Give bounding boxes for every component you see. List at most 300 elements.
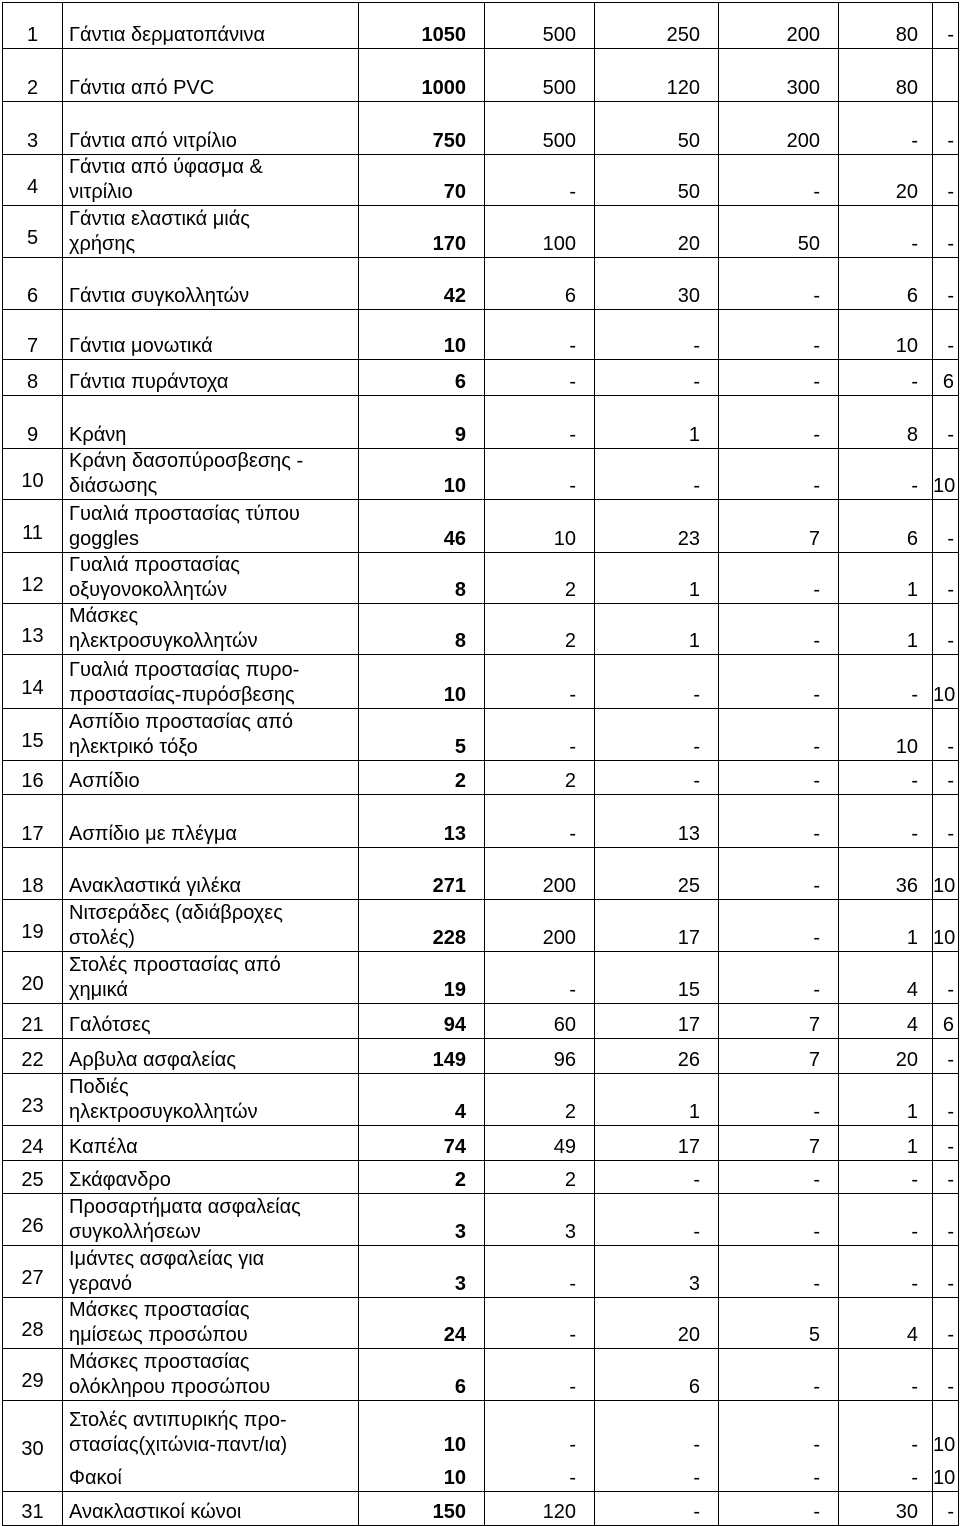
quantity-col-4: 80	[839, 49, 933, 102]
quantity-col-1: 60	[485, 1004, 595, 1039]
quantity-col-1: 49	[485, 1126, 595, 1161]
item-name	[63, 1126, 359, 1161]
total-quantity: 42	[359, 258, 485, 310]
table-body	[3, 3, 959, 1526]
item-name-line: Σκάφανδρο	[69, 1169, 171, 1191]
quantity-col-4: 6	[839, 500, 933, 553]
quantity-col-1: -	[485, 310, 595, 360]
quantity-col-4: -	[839, 1194, 933, 1246]
quantity-col-4: 80	[839, 3, 933, 49]
quantity-col-3: -	[719, 761, 839, 795]
quantity-col-3: -	[719, 1161, 839, 1194]
quantity-col-2: -	[595, 310, 719, 360]
item-name-line: συγκολλήσεων	[69, 1221, 201, 1243]
row-number: 31	[3, 1492, 63, 1526]
value-line: 10	[933, 1434, 956, 1456]
quantity-col-2: 250	[595, 3, 719, 49]
quantity-col-3: 200	[719, 3, 839, 49]
quantity-col-3: -	[719, 1074, 839, 1126]
row-number: 7	[3, 310, 63, 360]
item-name	[63, 206, 359, 258]
table-row	[3, 1161, 959, 1194]
quantity-col-2: 13	[595, 795, 719, 848]
row-number: 17	[3, 795, 63, 848]
table-row	[3, 360, 959, 396]
item-name-line: Ασπίδιο με πλέγμα	[69, 823, 237, 845]
quantity-col-1: -	[485, 1298, 595, 1349]
item-name-line: ολόκληρου προσώπου	[69, 1376, 271, 1398]
total-quantity: 1000	[359, 49, 485, 102]
item-name	[63, 1161, 359, 1194]
quantity-col-4: 1	[839, 604, 933, 655]
quantity-col-4: 10	[839, 310, 933, 360]
total-quantity: 3	[359, 1194, 485, 1246]
ppe-inventory-table	[2, 2, 959, 1526]
quantity-col-3: -	[719, 709, 839, 761]
total-quantity: 2	[359, 1161, 485, 1194]
quantity-col-5: -	[933, 396, 959, 449]
quantity-col-3: -	[719, 155, 839, 206]
quantity-col-3: -	[719, 449, 839, 500]
table-row	[3, 1349, 959, 1401]
table-row	[3, 553, 959, 604]
total-quantity: 1050	[359, 3, 485, 49]
quantity-col-3: -	[719, 848, 839, 900]
quantity-col-2: 17	[595, 900, 719, 952]
total-quantity: 750	[359, 102, 485, 155]
quantity-col-5: -	[933, 1074, 959, 1126]
item-name	[63, 155, 359, 206]
quantity-col-5: -	[933, 500, 959, 553]
item-name	[63, 360, 359, 396]
total-quantity: 271	[359, 848, 485, 900]
quantity-col-4: 1	[839, 900, 933, 952]
quantity-col-1: 96	[485, 1039, 595, 1074]
quantity-col-4: 6	[839, 258, 933, 310]
item-name-line: Στολές αντιπυρικής προ-	[69, 1409, 287, 1431]
item-name-line: Στολές προστασίας από	[69, 954, 281, 976]
quantity-col-3: -	[719, 310, 839, 360]
table-row	[3, 310, 959, 360]
quantity-col-1: 6	[485, 258, 595, 310]
quantity-col-1: -	[485, 396, 595, 449]
quantity-col-4: 4	[839, 952, 933, 1004]
item-name-line: Κράνη δασοπύροσβεσης -	[69, 450, 304, 472]
quantity-col-3: -	[719, 952, 839, 1004]
quantity-col-5: -	[933, 709, 959, 761]
item-name-line: στασίας(χιτώνια-παντ/ια)	[69, 1434, 288, 1456]
quantity-col-3: 300	[719, 49, 839, 102]
row-number: 30	[3, 1401, 63, 1492]
item-name-line: Φακοί	[69, 1467, 122, 1489]
quantity-col-5: -	[933, 102, 959, 155]
item-name-line: Ασπίδιο	[69, 770, 140, 792]
value-line: -	[813, 1467, 820, 1489]
quantity-col-2: 1	[595, 553, 719, 604]
quantity-col-3: -	[719, 396, 839, 449]
quantity-col-3: 200	[719, 102, 839, 155]
item-name	[63, 709, 359, 761]
total-quantity: 6	[359, 360, 485, 396]
quantity-col-5: -	[933, 155, 959, 206]
item-name	[63, 1039, 359, 1074]
row-number: 14	[3, 655, 63, 709]
quantity-col-2: 1	[595, 396, 719, 449]
total-quantity: 8	[359, 604, 485, 655]
quantity-col-2: -	[595, 1161, 719, 1194]
item-name-line: γερανό	[69, 1273, 132, 1295]
quantity-col-4: 20	[839, 1039, 933, 1074]
item-name	[63, 449, 359, 500]
item-name-line: στολές)	[69, 927, 135, 949]
quantity-col-4: 1	[839, 1126, 933, 1161]
total-quantity: 74	[359, 1126, 485, 1161]
quantity-col-1: 10	[485, 500, 595, 553]
quantity-col-2: 17	[595, 1004, 719, 1039]
quantity-col-3	[719, 1401, 839, 1492]
quantity-col-2: 1	[595, 604, 719, 655]
total-quantity: 5	[359, 709, 485, 761]
total-quantity: 4	[359, 1074, 485, 1126]
total-quantity: 10	[359, 449, 485, 500]
table-row	[3, 206, 959, 258]
row-number: 16	[3, 761, 63, 795]
row-number: 9	[3, 396, 63, 449]
item-name-line: νιτρίλιο	[69, 181, 133, 203]
item-name	[63, 604, 359, 655]
item-name-line: Μάσκες προστασίας	[69, 1299, 250, 1321]
quantity-col-4: -	[839, 1246, 933, 1298]
quantity-col-1: 2	[485, 761, 595, 795]
quantity-col-3: 7	[719, 1126, 839, 1161]
quantity-col-2: 6	[595, 1349, 719, 1401]
item-name	[63, 553, 359, 604]
total-quantity: 170	[359, 206, 485, 258]
table-row	[3, 1492, 959, 1526]
item-name	[63, 1074, 359, 1126]
quantity-col-1: 2	[485, 553, 595, 604]
quantity-col-2: -	[595, 709, 719, 761]
row-number: 27	[3, 1246, 63, 1298]
item-name-line: διάσωσης	[69, 475, 158, 497]
row-number: 4	[3, 155, 63, 206]
total-quantity: 2	[359, 761, 485, 795]
quantity-col-4: 1	[839, 553, 933, 604]
total-quantity: 149	[359, 1039, 485, 1074]
row-number: 8	[3, 360, 63, 396]
quantity-col-2: 25	[595, 848, 719, 900]
item-name-line: χημικά	[69, 979, 128, 1001]
value-line: -	[569, 1434, 576, 1456]
quantity-col-1: 500	[485, 49, 595, 102]
row-number: 15	[3, 709, 63, 761]
total-quantity: 24	[359, 1298, 485, 1349]
quantity-col-2: -	[595, 449, 719, 500]
table-row	[3, 102, 959, 155]
item-name-line: Ανακλαστικά γιλέκα	[69, 875, 242, 897]
table-row	[3, 655, 959, 709]
table-row	[3, 500, 959, 553]
quantity-col-4: -	[839, 449, 933, 500]
quantity-col-5: -	[933, 1298, 959, 1349]
row-number: 11	[3, 500, 63, 553]
quantity-col-4: 4	[839, 1298, 933, 1349]
table-row	[3, 449, 959, 500]
quantity-col-5: 10	[933, 900, 959, 952]
table-row	[3, 258, 959, 310]
quantity-col-2: 20	[595, 1298, 719, 1349]
table-row	[3, 396, 959, 449]
total-quantity: 46	[359, 500, 485, 553]
value-line: -	[813, 1434, 820, 1456]
quantity-col-3: -	[719, 360, 839, 396]
quantity-col-1: -	[485, 1246, 595, 1298]
item-name-line: Γάντια πυράντοχα	[69, 371, 229, 393]
item-name-line: οξυγονοκολλητών	[69, 579, 228, 601]
quantity-col-3: -	[719, 900, 839, 952]
quantity-col-2: 3	[595, 1246, 719, 1298]
quantity-col-4: -	[839, 655, 933, 709]
row-number: 5	[3, 206, 63, 258]
quantity-col-4: 30	[839, 1492, 933, 1526]
quantity-col-1: 500	[485, 102, 595, 155]
item-name-line: Γάντια από PVC	[69, 77, 215, 99]
quantity-col-2: 1	[595, 1074, 719, 1126]
item-name-line: ηλεκτροσυγκολλητών	[69, 630, 258, 652]
table-row	[3, 3, 959, 49]
quantity-col-2: -	[595, 1194, 719, 1246]
quantity-col-5: -	[933, 1126, 959, 1161]
quantity-col-3: 50	[719, 206, 839, 258]
quantity-col-3: -	[719, 655, 839, 709]
value-line: -	[911, 1434, 918, 1456]
total-quantity: 19	[359, 952, 485, 1004]
row-number: 25	[3, 1161, 63, 1194]
item-name	[63, 102, 359, 155]
total-quantity: 10	[359, 310, 485, 360]
quantity-col-3: -	[719, 1246, 839, 1298]
quantity-col-5: -	[933, 258, 959, 310]
table-row	[3, 1039, 959, 1074]
table-row	[3, 761, 959, 795]
quantity-col-5: 10	[933, 655, 959, 709]
quantity-col-5: -	[933, 1349, 959, 1401]
item-name-line: Γάντια ελαστικά μιάς	[69, 208, 250, 230]
quantity-col-2: 26	[595, 1039, 719, 1074]
total-quantity: 13	[359, 795, 485, 848]
quantity-col-4: -	[839, 206, 933, 258]
value-line: 10	[933, 1467, 956, 1489]
row-number: 18	[3, 848, 63, 900]
table-row	[3, 952, 959, 1004]
quantity-col-1	[485, 1401, 595, 1492]
row-number: 20	[3, 952, 63, 1004]
table-row	[3, 604, 959, 655]
item-name	[63, 49, 359, 102]
value-line: -	[693, 1434, 700, 1456]
quantity-col-1: 200	[485, 900, 595, 952]
row-number: 3	[3, 102, 63, 155]
value-line: -	[911, 1467, 918, 1489]
quantity-col-2: 50	[595, 102, 719, 155]
table-row	[3, 1246, 959, 1298]
row-number: 13	[3, 604, 63, 655]
item-name-line: Μάσκες	[69, 605, 139, 627]
quantity-col-2: -	[595, 655, 719, 709]
quantity-col-4: 8	[839, 396, 933, 449]
item-name	[63, 258, 359, 310]
quantity-col-2: 120	[595, 49, 719, 102]
quantity-col-3: -	[719, 553, 839, 604]
quantity-col-1: 120	[485, 1492, 595, 1526]
row-number: 23	[3, 1074, 63, 1126]
quantity-col-5: -	[933, 952, 959, 1004]
table-row	[3, 1298, 959, 1349]
item-name-line: Γάντια μονωτικά	[69, 335, 213, 357]
quantity-col-1: -	[485, 795, 595, 848]
item-name-line: Αρβυλα ασφαλείας	[69, 1049, 236, 1071]
table-row	[3, 1401, 959, 1492]
item-name-line: προστασίας-πυρόσβεσης	[69, 684, 295, 706]
item-name-line: Γυαλιά προστασίας τύπου	[69, 503, 300, 525]
item-name	[63, 396, 359, 449]
item-name	[63, 3, 359, 49]
item-name	[63, 761, 359, 795]
item-name	[63, 1401, 359, 1492]
quantity-col-5: -	[933, 604, 959, 655]
quantity-col-5: -	[933, 1161, 959, 1194]
row-number: 12	[3, 553, 63, 604]
item-name-line: Γάντια συγκολλητών	[69, 285, 250, 307]
quantity-col-2: -	[595, 360, 719, 396]
quantity-col-5: -	[933, 310, 959, 360]
item-name-line: Γάντια από νιτρίλιο	[69, 130, 237, 152]
table-row	[3, 900, 959, 952]
quantity-col-1: -	[485, 1349, 595, 1401]
quantity-col-5	[933, 1401, 959, 1492]
table-row	[3, 155, 959, 206]
item-name	[63, 1004, 359, 1039]
row-number: 21	[3, 1004, 63, 1039]
item-name	[63, 1349, 359, 1401]
quantity-col-4: 10	[839, 709, 933, 761]
item-name	[63, 1194, 359, 1246]
quantity-col-2: 15	[595, 952, 719, 1004]
item-name	[63, 1246, 359, 1298]
table-row	[3, 1074, 959, 1126]
item-name-line: Γυαλιά προστασίας πυρο-	[69, 659, 300, 681]
quantity-col-3: -	[719, 258, 839, 310]
quantity-col-1: -	[485, 655, 595, 709]
item-name-line: Γυαλιά προστασίας	[69, 554, 240, 576]
item-name	[63, 900, 359, 952]
item-name-line: Προσαρτήματα ασφαλείας	[69, 1196, 301, 1218]
total-quantity: 70	[359, 155, 485, 206]
quantity-col-2: 20	[595, 206, 719, 258]
total-quantity: 8	[359, 553, 485, 604]
row-number: 29	[3, 1349, 63, 1401]
quantity-col-5: -	[933, 1039, 959, 1074]
item-name	[63, 795, 359, 848]
quantity-col-4: -	[839, 1349, 933, 1401]
table-row	[3, 848, 959, 900]
item-name	[63, 655, 359, 709]
item-name-line: Ασπίδιο προστασίας από	[69, 711, 294, 733]
quantity-col-5: 10	[933, 449, 959, 500]
quantity-col-1: 100	[485, 206, 595, 258]
item-name-line: Ανακλαστικοί κώνοι	[69, 1501, 242, 1523]
table-row	[3, 709, 959, 761]
value-line: -	[693, 1467, 700, 1489]
total-quantity: 94	[359, 1004, 485, 1039]
quantity-col-1: 500	[485, 3, 595, 49]
item-name-line: Γάντια από ύφασμα &	[69, 156, 263, 178]
item-name	[63, 310, 359, 360]
quantity-col-2	[595, 1401, 719, 1492]
quantity-col-5: 10	[933, 848, 959, 900]
quantity-col-4: -	[839, 1161, 933, 1194]
quantity-col-3: -	[719, 1194, 839, 1246]
quantity-col-2: 30	[595, 258, 719, 310]
total-quantity: 10	[359, 655, 485, 709]
item-name	[63, 848, 359, 900]
quantity-col-4: 1	[839, 1074, 933, 1126]
item-name	[63, 1298, 359, 1349]
quantity-col-5: 6	[933, 1004, 959, 1039]
item-name-line: Κράνη	[69, 424, 127, 446]
quantity-col-1: -	[485, 449, 595, 500]
item-name	[63, 500, 359, 553]
row-number: 26	[3, 1194, 63, 1246]
value-line: -	[569, 1467, 576, 1489]
quantity-col-1: -	[485, 155, 595, 206]
row-number: 1	[3, 3, 63, 49]
row-number: 6	[3, 258, 63, 310]
row-number: 24	[3, 1126, 63, 1161]
quantity-col-4: 20	[839, 155, 933, 206]
quantity-col-5: -	[933, 1246, 959, 1298]
item-name-line: Ποδιές	[69, 1076, 129, 1098]
row-number: 19	[3, 900, 63, 952]
quantity-col-2: 17	[595, 1126, 719, 1161]
row-number: 28	[3, 1298, 63, 1349]
item-name-line: Γάντια δερματοπάνινα	[69, 24, 266, 46]
quantity-col-5: -	[933, 1194, 959, 1246]
value-line: 10	[443, 1467, 466, 1489]
quantity-col-2: -	[595, 761, 719, 795]
quantity-col-3: 7	[719, 500, 839, 553]
quantity-col-5: -	[933, 3, 959, 49]
total-quantity	[359, 1401, 485, 1492]
item-name-line: Καπέλα	[69, 1136, 138, 1158]
quantity-col-1: -	[485, 360, 595, 396]
item-name-line: Ιμάντες ασφαλείας για	[69, 1248, 265, 1270]
item-name	[63, 1492, 359, 1526]
quantity-col-4	[839, 1401, 933, 1492]
quantity-col-1: 2	[485, 604, 595, 655]
item-name-line: goggles	[69, 528, 140, 550]
row-number: 2	[3, 49, 63, 102]
item-name-line: Γαλότσες	[69, 1014, 151, 1036]
item-name-line: Μάσκες προστασίας	[69, 1351, 250, 1373]
quantity-col-2: -	[595, 1492, 719, 1526]
quantity-col-5: -	[933, 553, 959, 604]
quantity-col-3: -	[719, 1349, 839, 1401]
total-quantity: 9	[359, 396, 485, 449]
quantity-col-1: 2	[485, 1074, 595, 1126]
item-name-line: Νιτσεράδες (αδιάβροχες	[69, 902, 283, 924]
quantity-col-3: -	[719, 795, 839, 848]
